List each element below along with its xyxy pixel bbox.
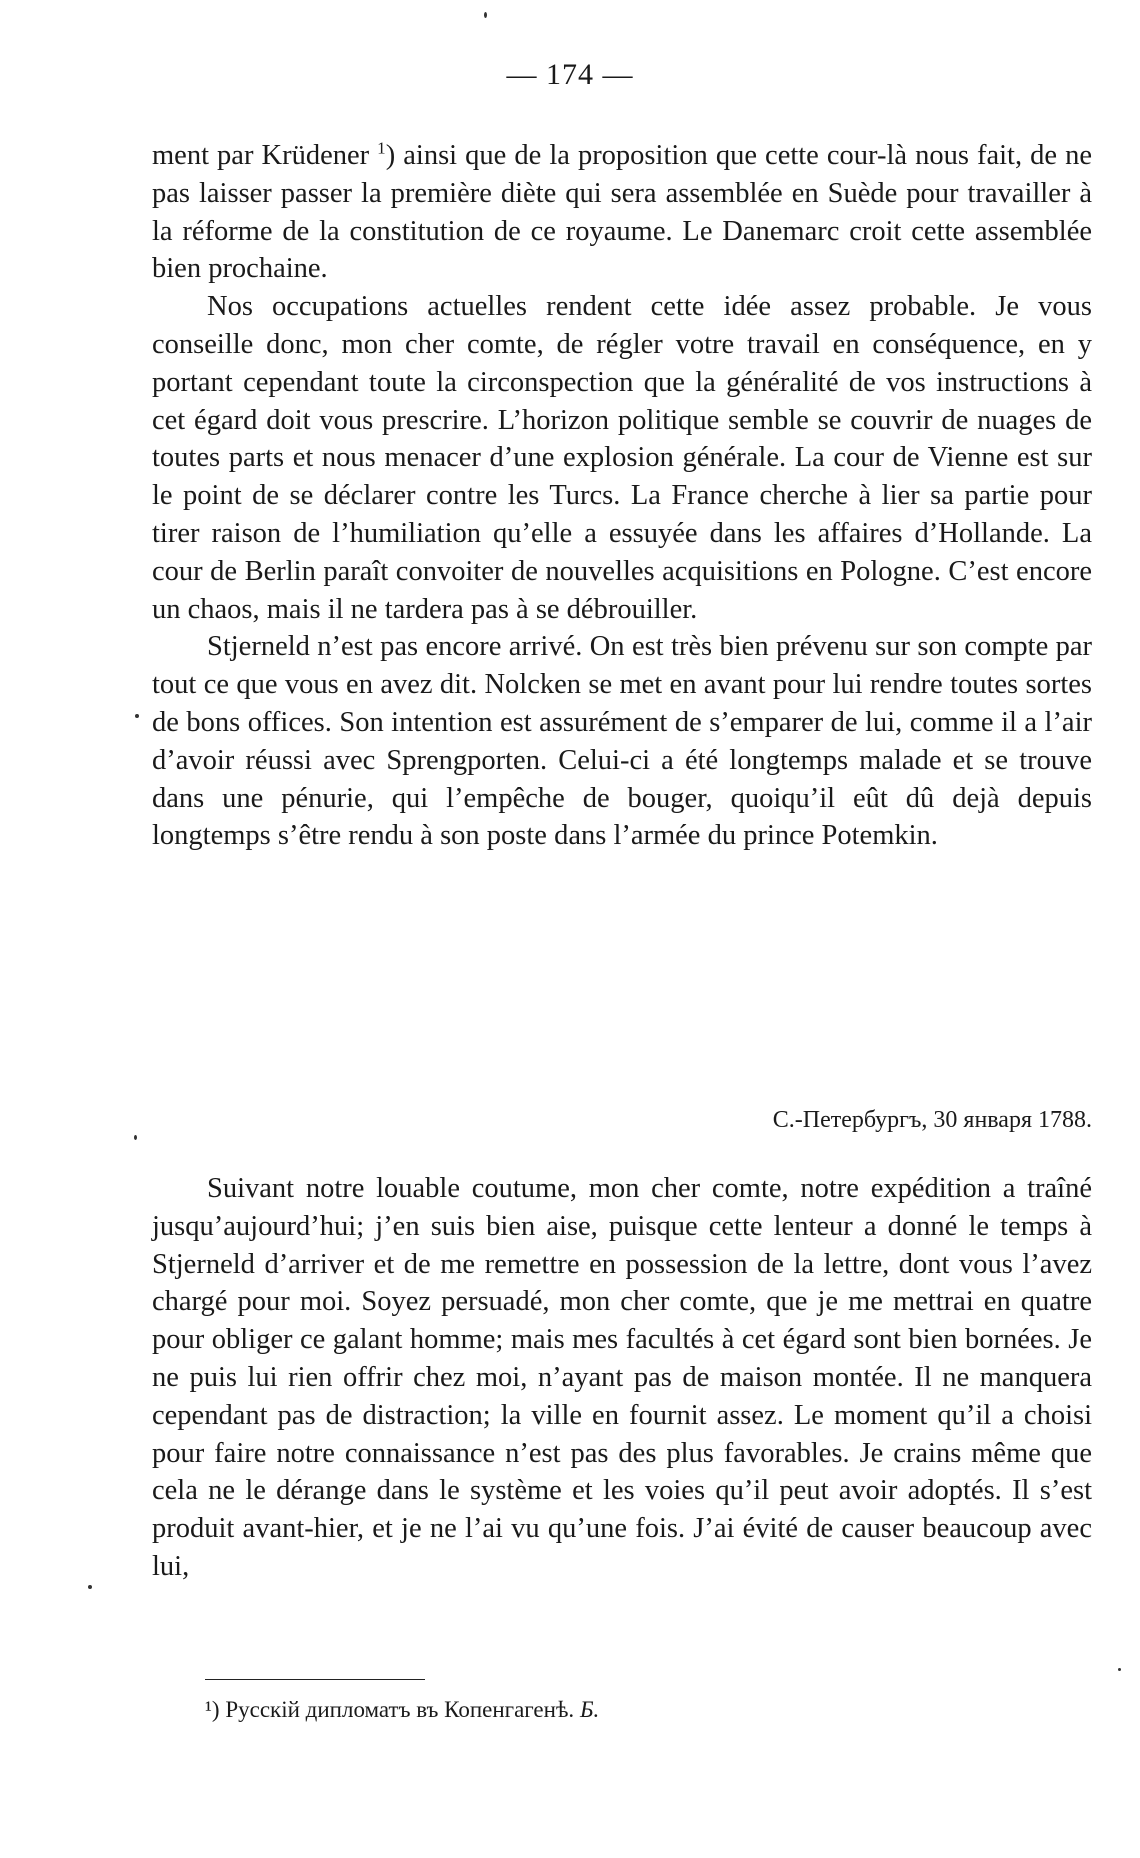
footnote-reference: 1 <box>377 138 386 158</box>
letter-continuation <box>152 137 1092 855</box>
paragraph-text: ) ainsi que de la proposition que cette cour-là nous fait, de ne pas laisser passer la première diète qui sera assemblée en Suède pour travailler à la réforme de la constitution de ce royaume. Le Danemarc croit cette assemblée bien prochaine. <box>152 140 1092 285</box>
print-speck <box>135 714 139 718</box>
paragraph: Suivant notre louable coutume, mon cher comte, notre expédition a traîné jusqu’aujourd’hui; j’en suis bien aise, puisque cette lenteur a donné le temps à Stjerneld d’arriver et de me remettre en possession de la lettre, dont vous l’avez chargé pour moi. Soyez persuadé, mon cher comte, que je me mettrai en quatre pour obliger ce galant homme; mais mes facultés à cet égard sont bien bornées. Je ne puis lui rien offrir chez moi, n’ayant pas de maison montée. Il ne manquera cependant pas de distraction; la ville en fournit assez. Le moment qu’il a choisi pour faire notre connaissance n’est pas des plus favorables. Je crains même que cela ne le dérange dans le système et les voies qu’il peut avoir adoptés. Il s’est produit avant-hier, et je ne l’ai vu qu’une fois. J’ai évité de causer beaucoup avec lui, <box>152 1173 1092 1582</box>
print-speck <box>484 12 487 18</box>
footnote <box>205 1697 599 1723</box>
paragraph <box>152 137 1092 288</box>
letter-dateline: С.-Петербургъ, 30 января 1788. <box>772 1107 1092 1133</box>
footnote-text: Русскій дипломатъ въ Копенгагенѣ. <box>225 1697 575 1722</box>
footnote-divider <box>205 1679 425 1680</box>
print-speck <box>88 1585 92 1589</box>
paragraph-text: ment par Krüdener <box>152 140 378 171</box>
footnote-author: Б. <box>579 1697 600 1722</box>
print-speck <box>134 1135 137 1140</box>
paragraph: Stjerneld n’est pas encore arrivé. On est très bien prévenu sur son compte par tout ce que vous en avez dit. Nolcken se met en avant pour lui rendre toutes sortes de bons offices. Son intention est assurément de s’emparer de lui, comme il a l’air d’avoir réussi avec Sprengporten. Celui-ci a été longtemps malade et se trouve dans une pénurie, qui l’empêche de bouger, quoiqu’il eût dû dejà depuis longtemps s’être rendu à son poste dans l’armée du prince Potemkin. <box>152 631 1092 852</box>
page-number: — 174 — <box>506 58 634 91</box>
new-letter <box>152 1170 1092 1586</box>
footnote-marker: ¹) <box>205 1697 220 1722</box>
print-speck <box>1118 1668 1121 1671</box>
paragraph: Nos occupations actuelles rendent cette idée assez probable. Je vous conseille donc, mon cher comte, de régler votre travail en conséquence, en y portant cependant toute la circonspection que la généralité de vos instructions à cet égard doit vous prescrire. L’horizon politique semble se couvrir de nuages de toutes parts et nous menacer d’une explosion générale. La cour de Vienne est sur le point de se déclarer contre les Turcs. La France cherche à lier sa partie pour tirer raison de l’humiliation qu’elle a essuyée dans les affaires d’Hollande. La cour de Berlin paraît convoiter de nouvelles acquisitions en Pologne. C’est encore un chaos, mais il ne tardera pas à se débrouiller. <box>152 291 1092 625</box>
